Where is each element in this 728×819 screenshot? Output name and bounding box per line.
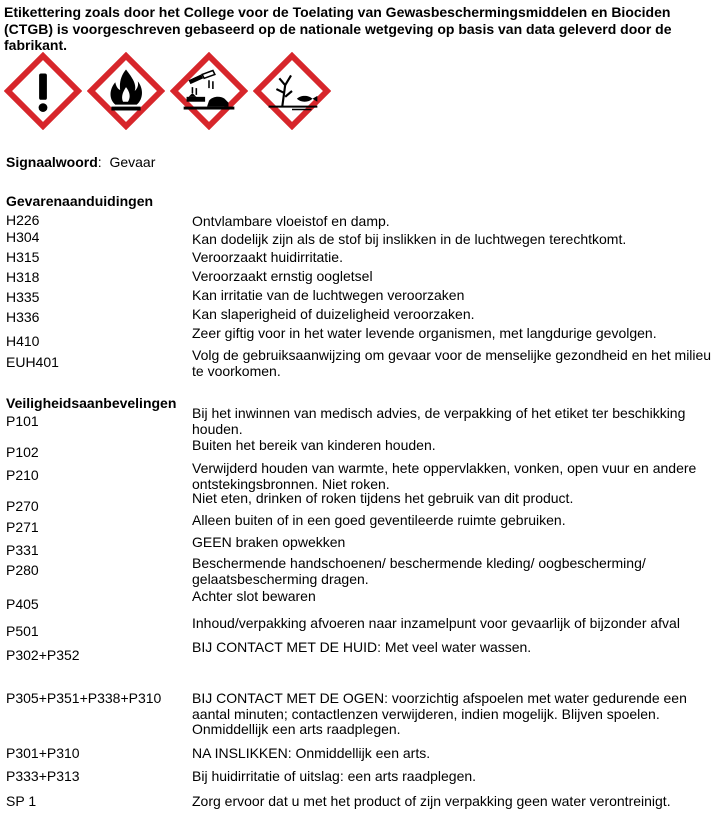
hazard-code: H336 <box>6 309 40 325</box>
precaution-code: P270 <box>6 498 39 514</box>
hazard-code: H335 <box>6 289 40 305</box>
precaution-text: Beschermende handschoenen/ beschermende kleding/ oogbescherming/ gelaatsbescherming dragen. <box>192 555 646 587</box>
environment-icon <box>253 52 331 130</box>
precaution-code: P305+P351+P338+P310 <box>6 690 162 706</box>
precaution-code: P333+P313 <box>6 768 80 784</box>
precaution-code: P331 <box>6 542 39 558</box>
precaution-code: P280 <box>6 562 39 578</box>
precaution-code: P271 <box>6 519 39 535</box>
precaution-text: Bij huidirritatie of uitslag: een arts raadplegen. <box>192 768 477 784</box>
hazard-text: Zeer giftig voor in het water levende organismen, met langdurige gevolgen. <box>192 325 657 341</box>
ghs-pictograms <box>4 52 336 130</box>
hazard-statements-title: Gevarenaanduidingen <box>6 193 154 209</box>
precaution-code: P102 <box>6 444 39 460</box>
precaution-text: Buiten het bereik van kinderen houden. <box>192 437 436 453</box>
precaution-code: P405 <box>6 596 39 612</box>
precaution-code: P302+P352 <box>6 647 80 663</box>
corrosion-icon <box>170 52 248 130</box>
precaution-text: NA INSLIKKEN: Onmiddellijk een arts. <box>192 745 431 761</box>
hazard-code: H318 <box>6 269 40 285</box>
hazard-text: Veroorzaakt ernstig oogletsel <box>192 268 373 284</box>
precaution-text: BIJ CONTACT MET DE HUID: Met veel water wassen. <box>192 639 532 655</box>
hazard-code: H315 <box>6 249 40 265</box>
hazard-text: Kan dodelijk zijn als de stof bij inslikken in de luchtwegen terechtkomt. <box>192 231 627 247</box>
hazard-text: Kan slaperigheid of duizeligheid veroorzaken. <box>192 306 475 322</box>
hazard-code: H226 <box>6 212 40 228</box>
signal-word-label: Signaalwoord <box>6 154 98 170</box>
precautionary-statements-title: Veiligheidsaanbevelingen <box>6 395 177 411</box>
hazard-code: H410 <box>6 333 40 349</box>
precaution-code: P101 <box>6 413 39 429</box>
precaution-text: Achter slot bewaren <box>192 588 316 604</box>
precaution-text: Inhoud/verpakking afvoeren naar inzamelpunt voor gevaarlijk of bijzonder afval <box>192 615 680 631</box>
hazard-text: Volg de gebruiksaanwijzing om gevaar voor de menselijke gezondheid en het milieu te voorkomen. <box>192 347 712 379</box>
precaution-text: GEEN braken opwekken <box>192 534 346 550</box>
hazard-text: Kan irritatie van de luchtwegen veroorzaken <box>192 287 465 303</box>
exclamation-mark-icon <box>4 52 82 130</box>
precaution-code: P301+P310 <box>6 745 80 761</box>
hazard-text: Veroorzaakt huidirritatie. <box>192 249 343 265</box>
precaution-code: P210 <box>6 467 39 483</box>
signal-word-value: Gevaar <box>109 154 156 170</box>
flame-icon <box>87 52 165 130</box>
precaution-text: Verwijderd houden van warmte, hete oppervlakken, vonken, open vuur en andere ontstekingsbronnen. Niet roken. <box>192 460 697 492</box>
precaution-text: Niet eten, drinken of roken tijdens het gebruik van dit product. <box>192 490 574 506</box>
precaution-text: BIJ CONTACT MET DE OGEN: voorzichtig afspoelen met water gedurende een aantal minuten; contactlenzen verwijderen, indien mogelijk. Blijven spoelen. Onmiddellijk een arts raadplegen. <box>192 690 687 737</box>
labeling-intro: Etikettering zoals door het College voor de Toelating van Gewasbeschermingsmiddelen en Biociden (CTGB) is voorgeschreven gebaseerd op de nationale wetgeving op basis van data geleverd door de fabrikant. <box>4 4 672 53</box>
signal-word: Signaalwoord: Gevaar <box>6 154 156 170</box>
precaution-text: Alleen buiten of in een goed geventileerde ruimte gebruiken. <box>192 512 566 528</box>
hazard-text: Ontvlambare vloeistof en damp. <box>192 213 390 229</box>
hazard-code: H304 <box>6 229 40 245</box>
precaution-code: P501 <box>6 623 39 639</box>
precaution-text: Bij het inwinnen van medisch advies, de verpakking of het etiket ter beschikking houden. <box>192 405 686 437</box>
precaution-text: Zorg ervoor dat u met het product of zijn verpakking geen water verontreinigt. <box>192 793 671 809</box>
precaution-code: SP 1 <box>6 793 37 809</box>
hazard-code: EUH401 <box>6 354 59 370</box>
